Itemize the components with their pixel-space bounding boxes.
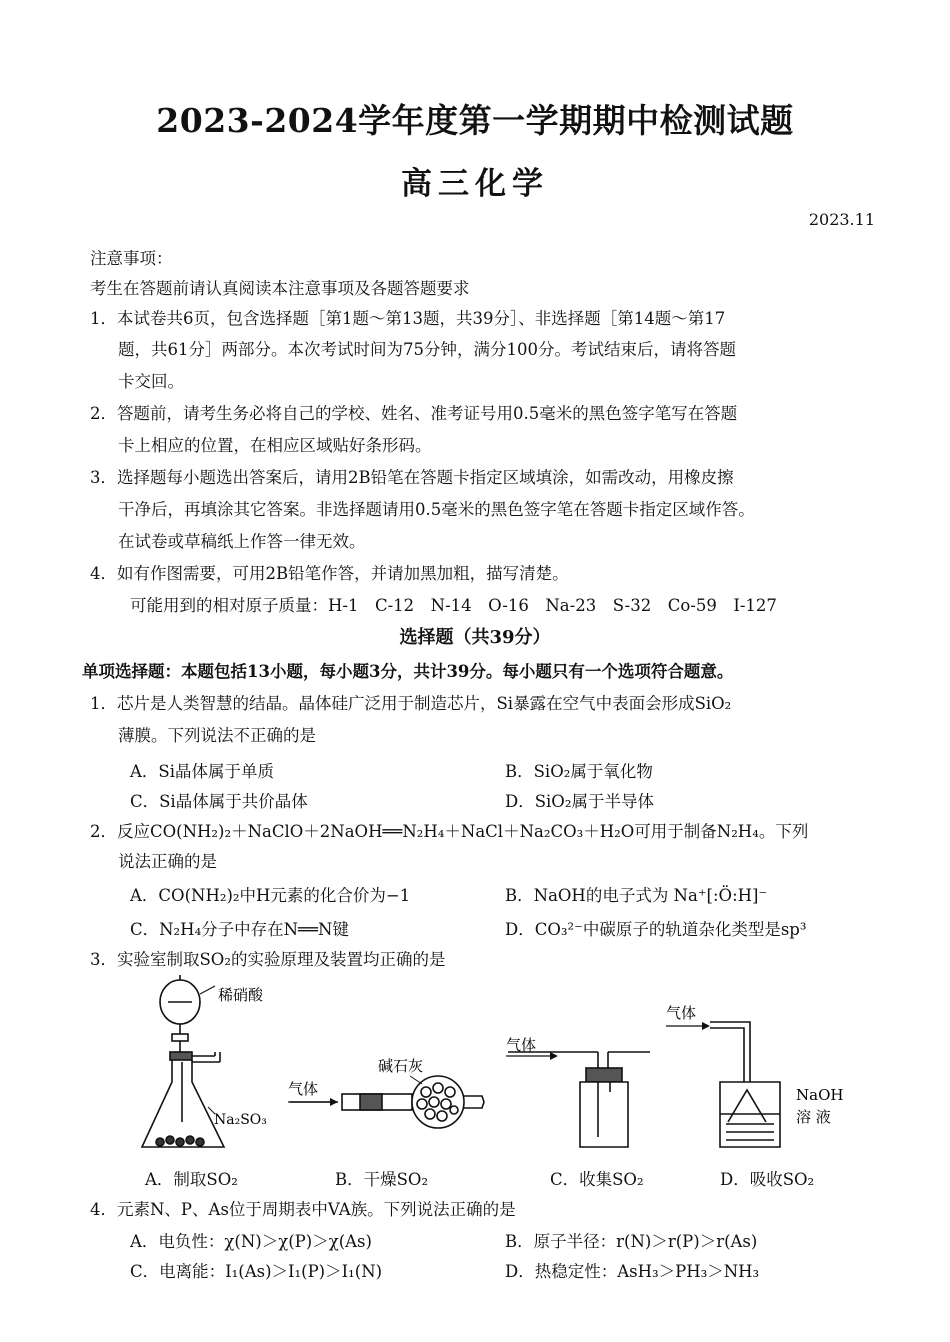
notice-line: 题，共61分］两部分。本次考试时间为75分钟，满分100分。考试结束后，请将答题 xyxy=(118,340,736,359)
subject-title: 高三化学 xyxy=(401,166,549,202)
notice-line: 卡上相应的位置，在相应区域贴好条形码。 xyxy=(118,436,432,455)
notice-line: 在试卷或草稿纸上作答一律无效。 xyxy=(118,532,366,551)
label-na2so3: Na₂SO₃ xyxy=(214,1112,267,1128)
section-instruction: 单项选择题：本题包括13小题，每小题3分，共计39分。每小题只有一个选项符合题意。 xyxy=(82,662,734,681)
option-d: D．SiO₂属于半导体 xyxy=(505,792,654,811)
option-b: B．原子半径：r(N)＞r(P)＞r(As) xyxy=(505,1232,758,1251)
label-sodalime: 碱石灰 xyxy=(378,1057,424,1075)
question-stem: 4．元素N、P、As位于周期表中VA族。下列说法正确的是 xyxy=(90,1200,516,1219)
apparatus-figure xyxy=(120,972,880,1167)
option-c: C．Si晶体属于共价晶体 xyxy=(130,792,308,811)
option-d: D．CO₃²⁻中碳原子的轨道杂化类型是sp³ xyxy=(505,920,807,939)
question-stem: 3．实验室制取SO₂的实验原理及装置均正确的是 xyxy=(90,950,446,969)
label-naoh: NaOH xyxy=(796,1086,844,1104)
notice-heading: 注意事项： xyxy=(90,249,173,268)
question-stem: 薄膜。下列说法不正确的是 xyxy=(118,726,316,745)
notice-line: 4．如有作图需要，可用2B铅笔作答，并请加黑加粗，描写清楚。 xyxy=(90,564,569,583)
option-d: D．热稳定性：AsH₃＞PH₃＞NH₃ xyxy=(505,1262,760,1281)
label-acid: 稀硝酸 xyxy=(218,986,264,1004)
question-stem: 2．反应CO(NH₂)₂＋NaClO＋2NaOH══N₂H₄＋NaCl＋Na₂CO₃＋H₂O可用于制备N₂H₄。下列 xyxy=(90,822,809,841)
section-title: 选择题（共39分） xyxy=(399,627,551,648)
exam-date: 2023.11 xyxy=(808,210,875,229)
option-a: A．CO(NH₂)₂中H元素的化合价为−1 xyxy=(130,886,411,905)
option-c: C．电离能：I₁(As)＞I₁(P)＞I₁(N) xyxy=(130,1262,383,1281)
option-c: C．N₂H₄分子中存在N══N键 xyxy=(130,920,349,939)
label-gas-b: 气体 xyxy=(288,1080,319,1098)
notice-line: 2．答题前，请考生务必将自己的学校、姓名、准考证号用0.5毫米的黑色签字笔写在答题 xyxy=(90,404,738,423)
option-b: B．SiO₂属于氧化物 xyxy=(505,762,653,781)
apparatus-c-gas-bottle xyxy=(508,1052,650,1147)
notice-line: 干净后，再填涂其它答案。非选择题请用0.5毫米的黑色签字笔在答题卡指定区域作答。 xyxy=(118,500,755,519)
apparatus-d-absorption-beaker xyxy=(710,1022,780,1147)
label-solution: 溶 液 xyxy=(796,1108,831,1126)
exam-title: 2023-2024学年度第一学期期中检测试题 xyxy=(156,101,794,140)
label-gas-c: 气体 xyxy=(506,1036,537,1054)
notice-line: 3．选择题每小题选出答案后，请用2B铅笔在答题卡指定区域填涂，如需改动，用橡皮擦 xyxy=(90,468,734,487)
notice-line: 1．本试卷共6页，包含选择题［第1题～第13题，共39分］、非选择题［第14题～第17 xyxy=(90,309,726,328)
option-a: A．Si晶体属于单质 xyxy=(130,762,274,781)
question-stem: 1．芯片是人类智慧的结晶。晶体硅广泛用于制造芯片，Si暴露在空气中表面会形成SiO₂ xyxy=(90,694,732,713)
option-b: B．NaOH的电子式为 Na⁺[:Ö:H]⁻ xyxy=(505,886,768,905)
caption-a: A．制取SO₂ xyxy=(145,1170,238,1189)
atomic-masses: 可能用到的相对原子质量：H-1 C-12 N-14 O-16 Na-23 S-32 Co-59 I-127 xyxy=(130,596,777,615)
caption-c: C．收集SO₂ xyxy=(550,1170,644,1189)
label-gas-d: 气体 xyxy=(666,1004,697,1022)
caption-b: B．干燥SO₂ xyxy=(335,1170,429,1189)
apparatus-a-flask-funnel xyxy=(142,975,224,1147)
notice-line: 卡交回。 xyxy=(118,372,184,391)
option-a: A．电负性：χ(N)＞χ(P)＞χ(As) xyxy=(130,1232,372,1251)
caption-d: D．吸收SO₂ xyxy=(720,1170,815,1189)
notice-intro: 考生在答题前请认真阅读本注意事项及各题答题要求 xyxy=(90,279,470,298)
question-stem: 说法正确的是 xyxy=(118,852,217,871)
